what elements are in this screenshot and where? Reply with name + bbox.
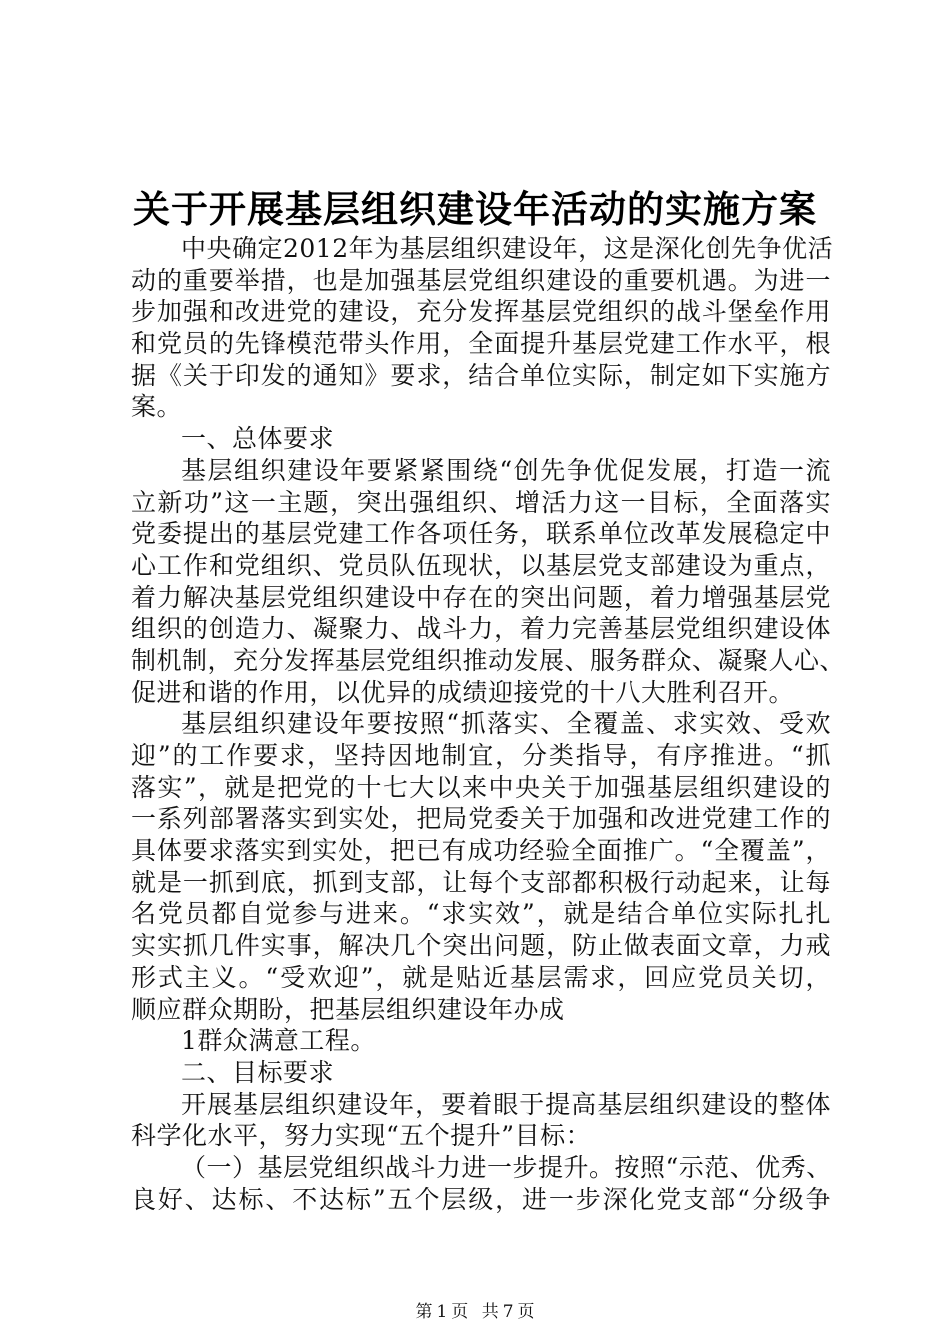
text-line: 动的重要举措，也是加强基层党组织建设的重要机遇。为进一 — [131, 265, 831, 295]
text-line: 促进和谐的作用，以优异的成绩迎接党的十八大胜利召开。 — [131, 677, 795, 707]
text-line: 着力解决基层党组织建设中存在的突出问题，着力增强基层党 — [131, 582, 831, 612]
text-line: 科学化水平，努力实现“五个提升”目标： — [131, 1121, 592, 1151]
document-title: 关于开展基层组织建设年活动的实施方案 — [133, 187, 817, 231]
text-line: 良好、达标、不达标”五个层级，进一步深化党支部“分级争 — [131, 1184, 831, 1214]
text-line: 党委提出的基层党建工作各项任务，联系单位改革发展稳定中 — [131, 519, 831, 549]
text-line: 一系列部署落实到实处，把局党委关于加强和改进党建工作的 — [131, 804, 831, 834]
page-total: 共 7 页 — [481, 1302, 535, 1322]
text-line: 1群众满意工程。 — [181, 1026, 376, 1056]
text-line: （一）基层党组织战斗力进一步提升。按照“示范、优秀、 — [181, 1152, 832, 1182]
text-line: 基层组织建设年要紧紧围绕“创先争优促发展，打造一流 — [181, 455, 831, 485]
text-line: 制机制，充分发挥基层党组织推动发展、服务群众、凝聚人心、 — [131, 645, 846, 675]
text-line: 顺应群众期盼，把基层组织建设年办成 — [131, 994, 565, 1024]
text-line: 步加强和改进党的建设，充分发挥基层党组织的战斗堡垒作用 — [131, 297, 831, 327]
page-footer — [0, 1300, 950, 1324]
text-line: 案。 — [131, 392, 183, 422]
text-line: 实实抓几件实事，解决几个突出问题，防止做表面文章，力戒 — [131, 931, 831, 961]
text-line: 心工作和党组织、党员队伍现状，以基层党支部建设为重点， — [131, 550, 831, 580]
text-line: 迎”的工作要求，坚持因地制宜，分类指导，有序推进。“抓 — [131, 741, 831, 770]
text-line: 和党员的先锋模范带头作用，全面提升基层党建工作水平，根 — [131, 329, 831, 359]
text-line: 一、总体要求 — [181, 424, 335, 454]
page-number: 第 1 页 — [415, 1302, 469, 1322]
text-line: 就是一抓到底，抓到支部，让每个支部都积极行动起来，让每 — [131, 867, 831, 897]
text-line: 名党员都自觉参与进来。“求实效”，就是结合单位实际扎扎 — [131, 899, 831, 929]
text-line: 组织的创造力、凝聚力、战斗力，着力完善基层党组织建设体 — [131, 614, 831, 644]
text-line: 落实”，就是把党的十七大以来中央关于加强基层组织建设的 — [131, 772, 831, 802]
text-line: 二、目标要求 — [181, 1057, 335, 1087]
text-line: 立新功”这一主题，突出强组织、增活力这一目标，全面落实 — [131, 487, 831, 517]
text-line: 形式主义。“受欢迎”，就是贴近基层需求，回应党员关切， — [131, 962, 831, 992]
text-line: 中央确定2012年为基层组织建设年，这是深化创先争优活 — [181, 234, 834, 263]
text-line: 具体要求落实到实处，把已有成功经验全面推广。“全覆盖”， — [131, 836, 831, 866]
text-line: 据《关于印发的通知》要求，结合单位实际，制定如下实施方 — [131, 360, 831, 390]
document-body — [131, 233, 846, 1215]
text-line: 开展基层组织建设年，要着眼于提高基层组织建设的整体 — [181, 1089, 831, 1119]
text-line: 基层组织建设年要按照“抓落实、全覆盖、求实效、受欢 — [181, 709, 831, 739]
